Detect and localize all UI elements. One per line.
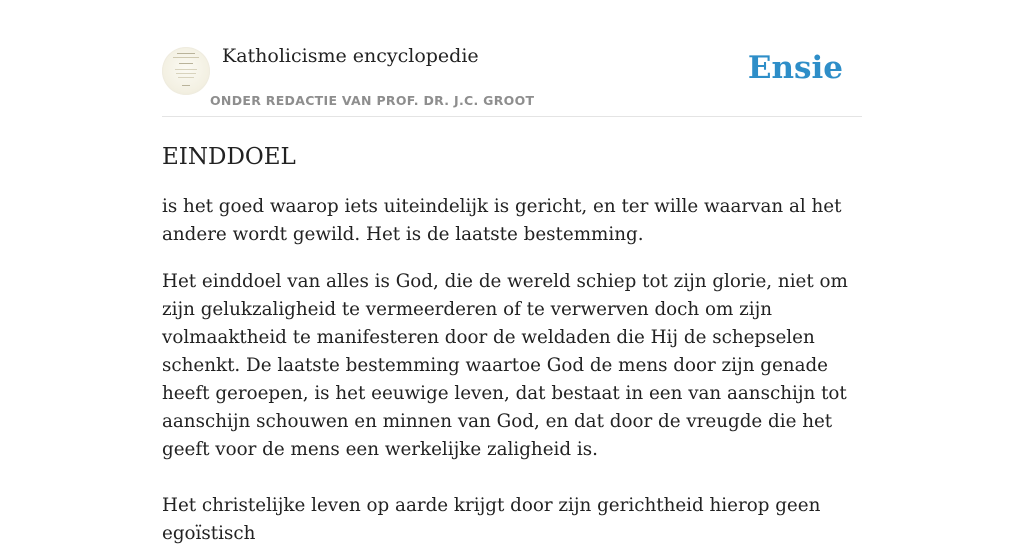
article-paragraph: Het einddoel van alles is God, die de wereld schiep tot zijn glorie, niet om zijn gelukzaligheid te vermeerderen of te verwerven doch om zijn volmaaktheid te manifesteren door de weldaden die Hij de schepselen schenkt. De laatste bestemming waartoe God de mens door zijn genade heeft geroepen, is het eeuwige leven, dat bestaat in een van aanschijn tot aanschijn schouwen en minnen van God, en dat door de vreugde die het geeft voor de mens een werkelijke zaligheid is. [162,271,848,460]
page-header [162,0,862,117]
book-cover-image[interactable] [162,47,210,95]
article-paragraph: is het goed waarop iets uiteindelijk is gericht, en ter wille waarvan al het andere wordt gewild. Het is de laatste bestemming. [162,196,842,245]
publication-editor: ONDER REDACTIE VAN PROF. DR. J.C. GROOT [210,93,535,108]
article-paragraph: Het christelijke leven op aarde krijgt door zijn gerichtheid hierop geen egoïstisch [162,495,821,544]
article-page [162,0,862,548]
publication-title[interactable]: Katholicisme encyclopedie [222,45,479,67]
ensie-logo[interactable]: Ensie [747,50,843,86]
article-headword: EINDDOEL [162,144,296,170]
